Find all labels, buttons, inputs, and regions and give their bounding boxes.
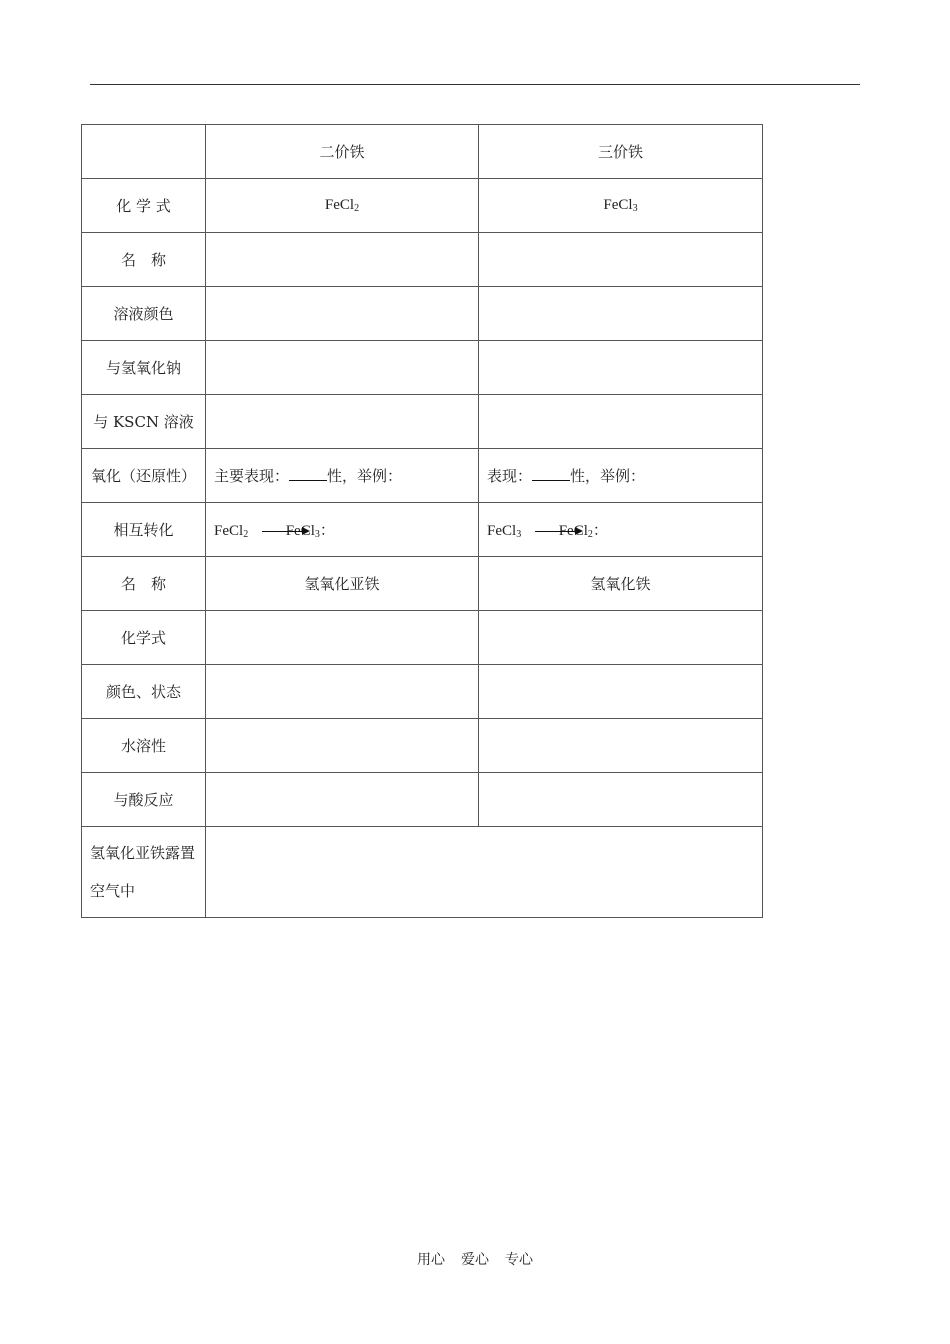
table-header-row — [82, 125, 763, 179]
ferrous-hydroxide-formula-cell[interactable] — [206, 611, 479, 665]
table-row — [82, 611, 763, 665]
ferrous-solution-color-cell[interactable] — [206, 287, 479, 341]
table-row — [82, 287, 763, 341]
table-row — [82, 179, 763, 233]
ferric-name-cell[interactable] — [479, 233, 763, 287]
ferric-solution-color-cell[interactable] — [479, 287, 763, 341]
row-label-acid-reaction: 与酸反应 — [82, 773, 206, 827]
arrow-right-icon — [262, 531, 308, 532]
table-row — [82, 719, 763, 773]
ferric-formula: FeCl$_3$ — [479, 179, 763, 233]
arrow-right-icon — [535, 531, 581, 532]
ferric-conversion-cell: FeCl$_3$ FeCl$_2$： — [479, 503, 763, 557]
ferric-naoh-cell[interactable] — [479, 341, 763, 395]
table-row — [82, 665, 763, 719]
ferrous-name-cell[interactable] — [206, 233, 479, 287]
fill-blank[interactable] — [289, 466, 327, 481]
row-label-conversion: 相互转化 — [82, 503, 206, 557]
ferrous-redox-cell: 主要表现： 性，举例： — [206, 449, 479, 503]
row-label-kscn: 与 KSCN 溶液 — [82, 395, 206, 449]
row-label-color-state: 颜色、状态 — [82, 665, 206, 719]
ferric-water-solubility-cell[interactable] — [479, 719, 763, 773]
row-label-air-exposure: 氢氧化亚铁露置 空气中 — [82, 827, 206, 918]
table-row — [82, 449, 763, 503]
row-label-solution-color: 溶液颜色 — [82, 287, 206, 341]
air-exposure-answer-cell[interactable] — [206, 827, 763, 918]
header-rule — [90, 84, 860, 85]
ferric-hydroxide-name: 氢氧化铁 — [479, 557, 763, 611]
row-label-redox: 氧化（还原性） — [82, 449, 206, 503]
row-label-hydroxide-formula: 化学式 — [82, 611, 206, 665]
ferrous-hydroxide-name: 氢氧化亚铁 — [206, 557, 479, 611]
table-row — [82, 341, 763, 395]
ferrous-water-solubility-cell[interactable] — [206, 719, 479, 773]
row-label-water-solubility: 水溶性 — [82, 719, 206, 773]
ferrous-formula: FeCl$_2$ — [206, 179, 479, 233]
ferrous-color-state-cell[interactable] — [206, 665, 479, 719]
row-label-name: 名 称 — [82, 233, 206, 287]
table-row — [82, 395, 763, 449]
ferrous-header: 二价铁 — [206, 125, 479, 179]
ferric-kscn-cell[interactable] — [479, 395, 763, 449]
table-row — [82, 233, 763, 287]
corner-cell — [82, 125, 206, 179]
table-row — [82, 503, 763, 557]
row-label-formula: 化 学 式 — [82, 179, 206, 233]
ferric-acid-reaction-cell[interactable] — [479, 773, 763, 827]
iron-comparison-table — [81, 124, 763, 918]
ferrous-naoh-cell[interactable] — [206, 341, 479, 395]
row-label-hydroxide-name: 名 称 — [82, 557, 206, 611]
page-footer: 用心 爱心 专心 — [417, 1252, 533, 1268]
ferric-redox-cell: 表现： 性，举例： — [479, 449, 763, 503]
ferrous-conversion-cell: FeCl$_2$ FeCl$_3$： — [206, 503, 479, 557]
ferric-header: 三价铁 — [479, 125, 763, 179]
fill-blank[interactable] — [532, 466, 570, 481]
table-row — [82, 827, 763, 918]
table-row — [82, 557, 763, 611]
ferric-hydroxide-formula-cell[interactable] — [479, 611, 763, 665]
ferric-color-state-cell[interactable] — [479, 665, 763, 719]
row-label-naoh: 与氢氧化钠 — [82, 341, 206, 395]
table-row — [82, 773, 763, 827]
ferrous-acid-reaction-cell[interactable] — [206, 773, 479, 827]
ferrous-kscn-cell[interactable] — [206, 395, 479, 449]
